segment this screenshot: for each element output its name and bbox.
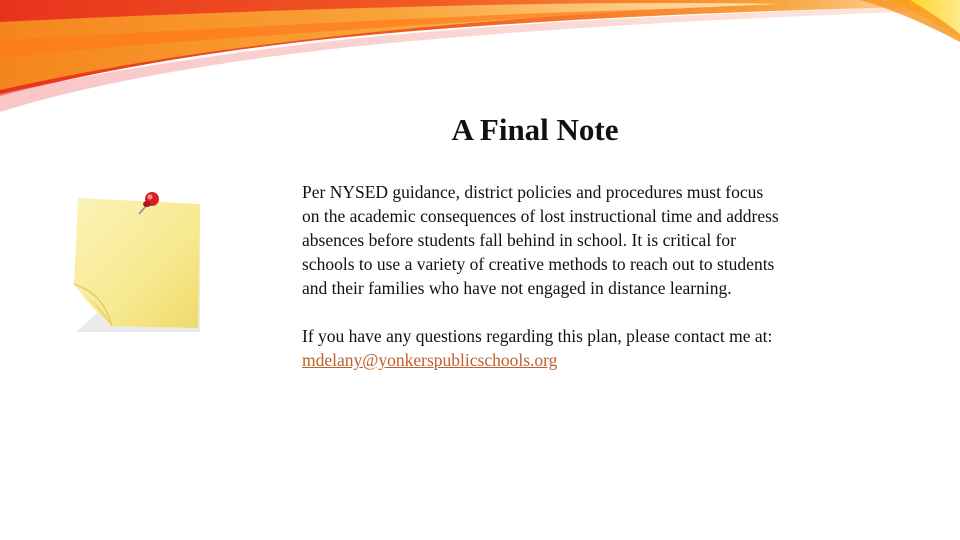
paragraph-contact — [302, 324, 782, 372]
push-pin-icon — [136, 188, 166, 218]
paragraph-guidance: Per NYSED guidance, district policies and procedures must focus on the academic consequences of lost instructional time and address absences before students fall behind in school. It is critical for schools to use a variety of creative methods to reach out to students and their families who have not engaged in distance learning. — [302, 182, 779, 298]
top-swoosh-decoration — [0, 0, 960, 120]
slide-title: A Final Note — [451, 112, 619, 147]
email-link[interactable]: mdelany@yonkerspublicschools.org — [302, 350, 558, 370]
contact-prompt: If you have any questions regarding this plan, please contact me at: — [302, 326, 773, 346]
body-text — [302, 180, 782, 396]
